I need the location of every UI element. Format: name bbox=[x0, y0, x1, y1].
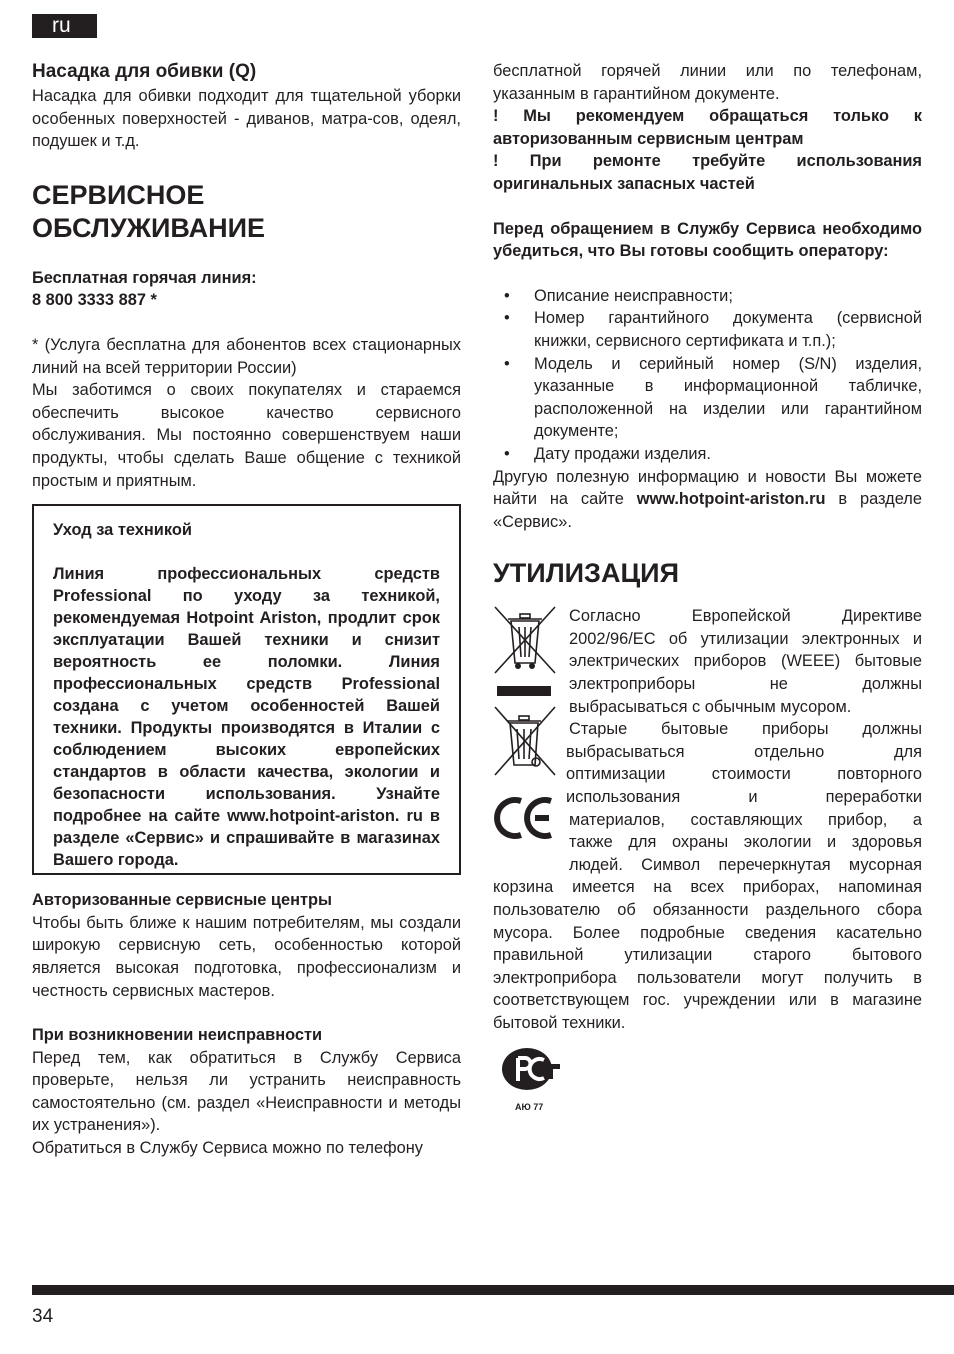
left-column bbox=[32, 60, 461, 1160]
care-box bbox=[32, 504, 461, 875]
footer-bar bbox=[32, 1285, 954, 1295]
list-item: • Дату продажи изделия. bbox=[493, 443, 922, 466]
warning-authorized: ! Мы рекомендуем обращаться только к авторизованным сервисным центрам bbox=[493, 107, 922, 148]
weee-section bbox=[493, 605, 922, 1034]
weee-line: электрических приборов (WEEE) бытовые bbox=[569, 652, 922, 671]
weee-line: использования и переработки bbox=[566, 788, 922, 807]
list-item: • Номер гарантийного документа (сервисной книжки, сервисного сертификата и т.п.); bbox=[493, 307, 922, 352]
weee-line: оптимизации стоимости повторного bbox=[566, 765, 922, 784]
weee-line: Старые бытовые приборы должны bbox=[569, 720, 922, 739]
pct-certification-icon bbox=[501, 1047, 561, 1091]
nozzle-heading: Насадка для обивки (Q) bbox=[32, 61, 257, 82]
list-item: • Модель и серийный номер (S/N) изделия, указанные в информационной табличке, расположенной на изделии или гарантийном документе; bbox=[493, 353, 922, 443]
crossed-bin-icon bbox=[493, 605, 557, 675]
weee-line: выбрасываться с обычным мусором. bbox=[569, 697, 852, 716]
info-list bbox=[493, 285, 922, 466]
language-tab: ru bbox=[32, 14, 97, 38]
nozzle-text: Насадка для обивки подходит для тщательной уборки особенных поверхностей - диванов, матра-сов, одеял, подушек и т.д. bbox=[32, 87, 461, 151]
pct-certification bbox=[501, 1047, 561, 1114]
weee-line: материалов, составляющих прибор, а bbox=[569, 810, 922, 829]
before-call-text: Перед обращением в Службу Сервиса необходимо убедиться, что Вы готовы сообщить оператору: bbox=[493, 219, 922, 261]
weee-line: электроприборы не должны bbox=[569, 675, 922, 694]
weee-rest-text: корзина имеется на всех приборах, напоминая пользователю об обязанности раздельного сбора мусора. Более подробные сведения касательно правильной утилизации старого бытового электроприбора пользователи могут получить в соответствующем гос. учреждении или в магазине бытовой техники. bbox=[493, 878, 922, 1032]
info-text-post: в разделе «Сервис». bbox=[493, 490, 922, 531]
service-heading-line-1: СЕРВИСНОЕ bbox=[32, 179, 205, 210]
care-box-title: Уход за техникой bbox=[53, 521, 192, 540]
hotline-label: Бесплатная горячая линия: bbox=[32, 268, 257, 287]
fault-text-2: Обратиться в Службу Сервиса можно по телефону bbox=[32, 1139, 423, 1158]
right-column bbox=[493, 60, 922, 1113]
weee-line: людей. Символ перечеркнутая мусорная bbox=[569, 855, 922, 874]
service-heading-line-2: ОБСЛУЖИВАНИЕ bbox=[32, 212, 265, 243]
list-item: • Описание неисправности; bbox=[493, 285, 922, 308]
centers-heading: Авторизованные сервисные центры bbox=[32, 891, 333, 910]
hotline-note: * (Услуга бесплатна для абонентов всех стационарных линий на всей территории России) bbox=[32, 335, 461, 377]
info-text bbox=[493, 466, 922, 534]
hotline-number: 8 800 3333 887 * bbox=[32, 291, 157, 310]
hotline-continuation: бесплатной горячей линии или по телефонам, указанным в гарантийном документе. bbox=[493, 62, 922, 103]
warning-original-parts: ! При ремонте требуйте использования оригинальных запасных частей bbox=[493, 152, 922, 193]
weee-line: 2002/96/ЕС об утилизации электронных и bbox=[569, 629, 922, 648]
page-number: 34 bbox=[32, 1306, 54, 1327]
weee-black-bar bbox=[497, 686, 551, 696]
disposal-heading: УТИЛИЗАЦИЯ bbox=[493, 558, 679, 589]
website-link[interactable]: www.hotpoint-ariston.ru bbox=[636, 490, 826, 509]
care-box-text: Линия профессиональных средств Professional по уходу за техникой, рекомендуемая Hotpoint Ariston, продлит срок эксплуатации Вашей техники и снизит вероятность ее поломки. Линия профессиональных средств Professional создана с учетом особенностей Вашей техники. Продукты производятся в Италии с соблюдением высоких европейских стандартов в области качества, экологии и безопасности использования. Узнайте подробнее на сайте www.hotpoint-ariston. ru в разделе «Сервис» и спрашивайте в магазинах Вашего города. bbox=[53, 565, 440, 870]
centers-text: Чтобы быть ближе к нашим потребителям, мы создали широкую сервисную сеть, особенностью которой является высокая подготовка, профессионализм и честность сервисных мастеров. bbox=[32, 913, 461, 1000]
weee-line: Согласно Европейской Директиве bbox=[569, 607, 922, 626]
weee-line: выбрасываться отдельно для bbox=[566, 742, 922, 761]
fault-heading: При возникновении неисправности bbox=[32, 1026, 323, 1045]
weee-line: также для охраны экологии и здоровья bbox=[569, 833, 922, 852]
ce-mark-icon bbox=[493, 795, 557, 841]
fault-text: Перед тем, как обратиться в Службу Сервиса проверьте, нельзя ли устранить неисправность самостоятельно (см. раздел «Неисправности и методы их устранения»). bbox=[32, 1048, 461, 1135]
weee-text bbox=[493, 605, 922, 1034]
info-text-pre: Другую полезную информацию и новости Вы можете найти на сайте bbox=[493, 467, 922, 509]
crossed-bin-icon bbox=[493, 705, 557, 777]
care-text: Мы заботимся о своих покупателях и стараемся обеспечить высокое качество сервисного обслуживания. Мы постоянно совершенствуем наши продукты, чтобы сделать Ваше общение с техникой простым и приятным. bbox=[32, 381, 461, 490]
cert-code: АЮ 77 bbox=[515, 1102, 544, 1113]
